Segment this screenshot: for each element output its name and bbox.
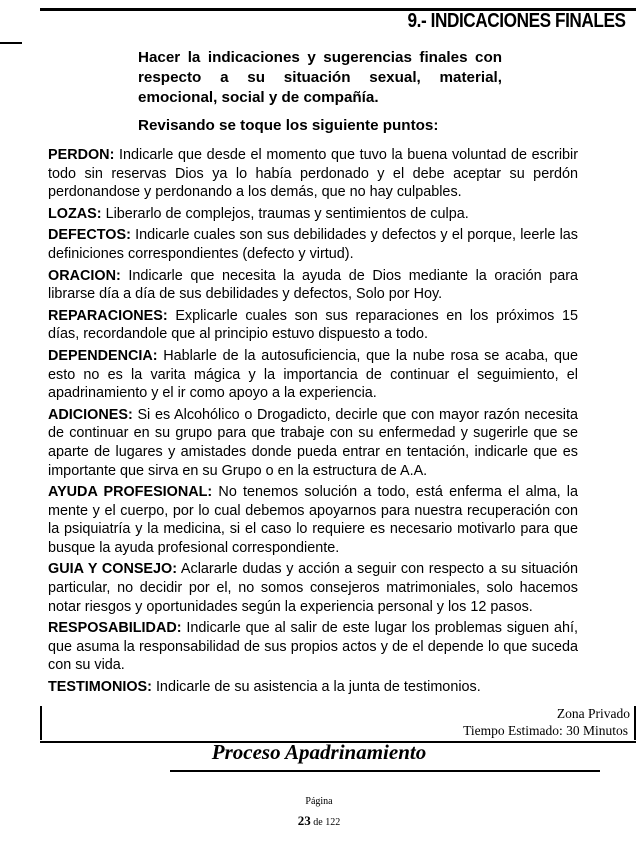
item-text: Indicarle que desde el momento que tuvo la buena voluntad de escribir todo sin reservas Dios ya lo había perdonado y el debe aceptar su perdón perdonandose y perdonando a los demás, que no hay culpables. [48, 147, 579, 201]
item-list [48, 146, 578, 700]
item-text: Indicarle que al salir de este lugar los problemas siguen ahí, que asuma la responsabilidad de sus propios actos y de el depende lo que suceda con su vida. [48, 620, 578, 674]
list-item [48, 347, 578, 403]
item-text: Explicarle cuales son sus reparaciones en los próximos 15 días, recordandole que al principio estuvo dispuesto a todo. [48, 307, 578, 343]
item-text: Si es Alcohólico o Drogadicto, decirle que con mayor razón necesita de continuar en su grupo para que trabaje con su enfermedad y sugerirle que se aparte de lugares y amistades donde pueda entrar en tentación, indicarle que es importante que sirva en su Grupo o en la estructura de A.A. [48, 406, 578, 479]
list-item [48, 619, 578, 675]
list-item [48, 560, 578, 616]
item-term: PERDON: [48, 147, 115, 163]
page-number [0, 813, 638, 829]
page-label: Página [305, 796, 333, 807]
item-term: AYUDA PROFESIONAL: [48, 484, 213, 501]
list-item [48, 483, 578, 557]
item-term: ORACION: [48, 267, 121, 284]
list-item [48, 307, 578, 344]
item-term: RESPOSABILIDAD: [48, 620, 182, 637]
list-item [48, 406, 578, 480]
tiempo-label: Tiempo Estimado: 30 Minutos [463, 723, 628, 738]
item-term: DEPENDENCIA: [48, 347, 158, 364]
list-item [48, 678, 578, 697]
page-current: 23 [297, 813, 311, 828]
zona-label: Zona Privado [556, 706, 630, 721]
item-text: Hablarle de la autosuficiencia, que la nube rosa se acaba, que esto no es la varita mágica y la importancia de continuar el seguimiento, el apadrinamiento y el ir como apoyo a la experiencia. [48, 347, 578, 402]
item-term: LOZAS: [48, 205, 102, 222]
item-term: TESTIMONIOS: [48, 679, 152, 696]
item-term: REPARACIONES: [48, 307, 168, 324]
item-text: Liberarlo de complejos, traumas y sentimientos de culpa. [105, 205, 469, 222]
list-item [48, 226, 578, 263]
intro-text: Hacer la indicaciones y sugerencias finales con respecto a su situación sexual, material, emocional, social y de compañía. [138, 49, 502, 106]
footer-rule [170, 770, 600, 772]
page-total: de 122 [313, 817, 341, 828]
footer-right-rule [634, 706, 636, 740]
item-term: GUIA Y CONSEJO: [48, 561, 178, 578]
footer-title: Proceso Apadrinamiento [211, 740, 427, 764]
footer-left-rule [40, 706, 42, 740]
list-item [48, 146, 578, 202]
item-term: DEFECTOS: [48, 227, 131, 244]
item-text: Indicarle de su asistencia a la junta de testimonios. [155, 679, 481, 696]
item-text: No tenemos solución a todo, está enferma el alma, la mente y el cuerpo, por lo cual debemos apoyarnos para nuestra recuperación con la psiquiatría y la medicina, si el caso lo requiere es necesario motivarlo para que busque la ayuda profesional correspondiente. [48, 484, 579, 556]
left-margin-rule [0, 42, 22, 44]
section-title: 9.- INDICACIONES FINALES [407, 10, 626, 32]
intro-subheading: Revisando se toque los siguiente puntos: [138, 117, 439, 134]
item-text: Aclararle dudas y acción a seguir con respecto a su situación particular, no decidir por el, no somos consejeros matrimoniales, solo hacemos notar riesgos y oportunidades según la experiencia personal y los 12 pasos. [48, 561, 578, 615]
item-text: Indicarle que necesita la ayuda de Dios mediante la oración para librarse día a día de sus debilidades y defectos, Solo por Hoy. [48, 267, 579, 303]
list-item [48, 205, 578, 224]
list-item [48, 267, 578, 304]
item-term: ADICIONES: [48, 406, 133, 423]
item-text: Indicarle cuales son sus debilidades y defectos y el porque, leerle las definiciones correspondientes (defecto y virtud). [48, 227, 578, 262]
